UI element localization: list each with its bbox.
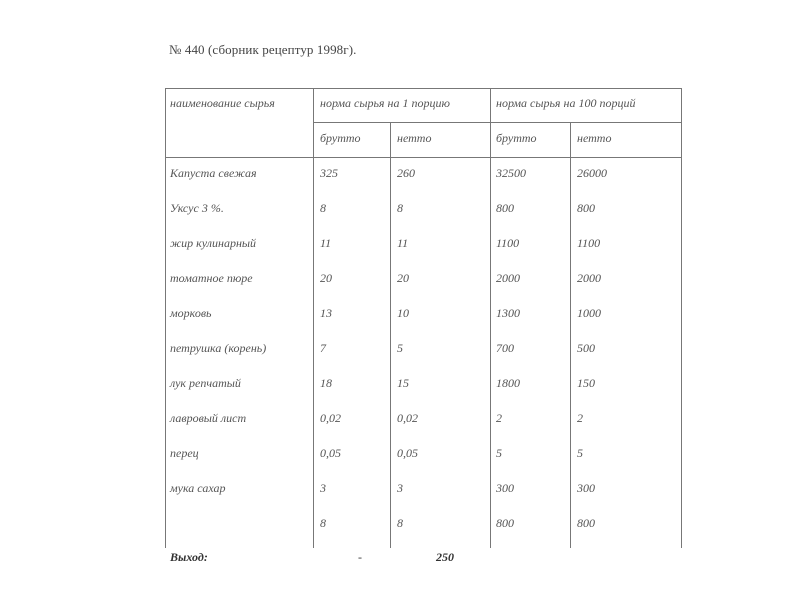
gross-per-100: 5 — [496, 446, 502, 460]
net-per-100: 150 — [577, 376, 595, 390]
gross-per-100: 300 — [496, 481, 514, 495]
ingredient-name: томатное пюре — [170, 271, 253, 285]
net-per-100: 500 — [577, 341, 595, 355]
gross-per-portion: 13 — [320, 306, 332, 320]
yield-dash: - — [358, 550, 362, 564]
gross-per-100: 1800 — [496, 376, 520, 390]
net-per-100: 300 — [577, 481, 595, 495]
net-per-100: 800 — [577, 201, 595, 215]
net-per-100: 2 — [577, 411, 583, 425]
table-subcolumn-divider — [390, 122, 391, 548]
gross-per-portion: 325 — [320, 166, 338, 180]
net-per-portion: 10 — [397, 306, 409, 320]
gross-per-portion: 0,02 — [320, 411, 341, 425]
net-per-portion: 20 — [397, 271, 409, 285]
net-per-portion: 11 — [397, 236, 409, 250]
gross-per-100: 800 — [496, 201, 514, 215]
ingredient-name: Капуста свежая — [170, 166, 257, 180]
ingredient-name: лавровый лист — [170, 411, 247, 425]
header-net-1: нетто — [397, 131, 432, 145]
gross-per-100: 700 — [496, 341, 514, 355]
yield-label: Выход: — [170, 550, 208, 564]
gross-per-100: 1300 — [496, 306, 520, 320]
header-gross-100: брутто — [496, 131, 537, 145]
net-per-100: 800 — [577, 516, 595, 530]
yield-value: 250 — [436, 550, 454, 564]
net-per-portion: 3 — [397, 481, 403, 495]
ingredient-name: жир кулинарный — [170, 236, 257, 250]
net-per-portion: 8 — [397, 201, 403, 215]
gross-per-portion: 18 — [320, 376, 332, 390]
ingredient-name: петрушка (корень) — [170, 341, 267, 355]
table-subheader-line — [313, 122, 682, 123]
net-per-100: 1000 — [577, 306, 601, 320]
table-header-bottom-line — [165, 157, 682, 158]
table-top-border — [165, 88, 682, 89]
ingredient-name: мука сахар — [170, 481, 226, 495]
net-per-100: 1100 — [577, 236, 601, 250]
net-per-100: 2000 — [577, 271, 601, 285]
ingredient-name: лук репчатый — [170, 376, 241, 390]
header-per-100-portions: норма сырья на 100 порций — [496, 96, 636, 110]
gross-per-portion: 3 — [320, 481, 326, 495]
net-per-100: 5 — [577, 446, 583, 460]
gross-per-100: 2 — [496, 411, 502, 425]
net-per-portion: 260 — [397, 166, 415, 180]
gross-per-portion: 11 — [320, 236, 332, 250]
gross-per-portion: 8 — [320, 516, 326, 530]
net-per-portion: 8 — [397, 516, 403, 530]
gross-per-portion: 20 — [320, 271, 332, 285]
net-per-portion: 0,05 — [397, 446, 418, 460]
header-per-portion: норма сырья на 1 порцию — [320, 96, 450, 110]
gross-per-portion: 8 — [320, 201, 326, 215]
net-per-portion: 5 — [397, 341, 403, 355]
ingredient-name: Уксус 3 %. — [170, 201, 224, 215]
net-per-100: 26000 — [577, 166, 607, 180]
recipe-title: № 440 (сборник рецептур 1998г). — [169, 42, 357, 57]
net-per-portion: 0,02 — [397, 411, 418, 425]
gross-per-100: 1100 — [496, 236, 520, 250]
gross-per-portion: 0,05 — [320, 446, 341, 460]
gross-per-100: 800 — [496, 516, 514, 530]
net-per-portion: 15 — [397, 376, 409, 390]
gross-per-100: 32500 — [496, 166, 526, 180]
header-name: наименование сырья — [170, 96, 275, 110]
gross-per-portion: 7 — [320, 341, 326, 355]
ingredient-name: морковь — [170, 306, 212, 320]
gross-per-100: 2000 — [496, 271, 520, 285]
table-subcolumn-divider — [570, 122, 571, 548]
header-net-100: нетто — [577, 131, 612, 145]
ingredient-name: перец — [170, 446, 199, 460]
header-gross-1: брутто — [320, 131, 361, 145]
